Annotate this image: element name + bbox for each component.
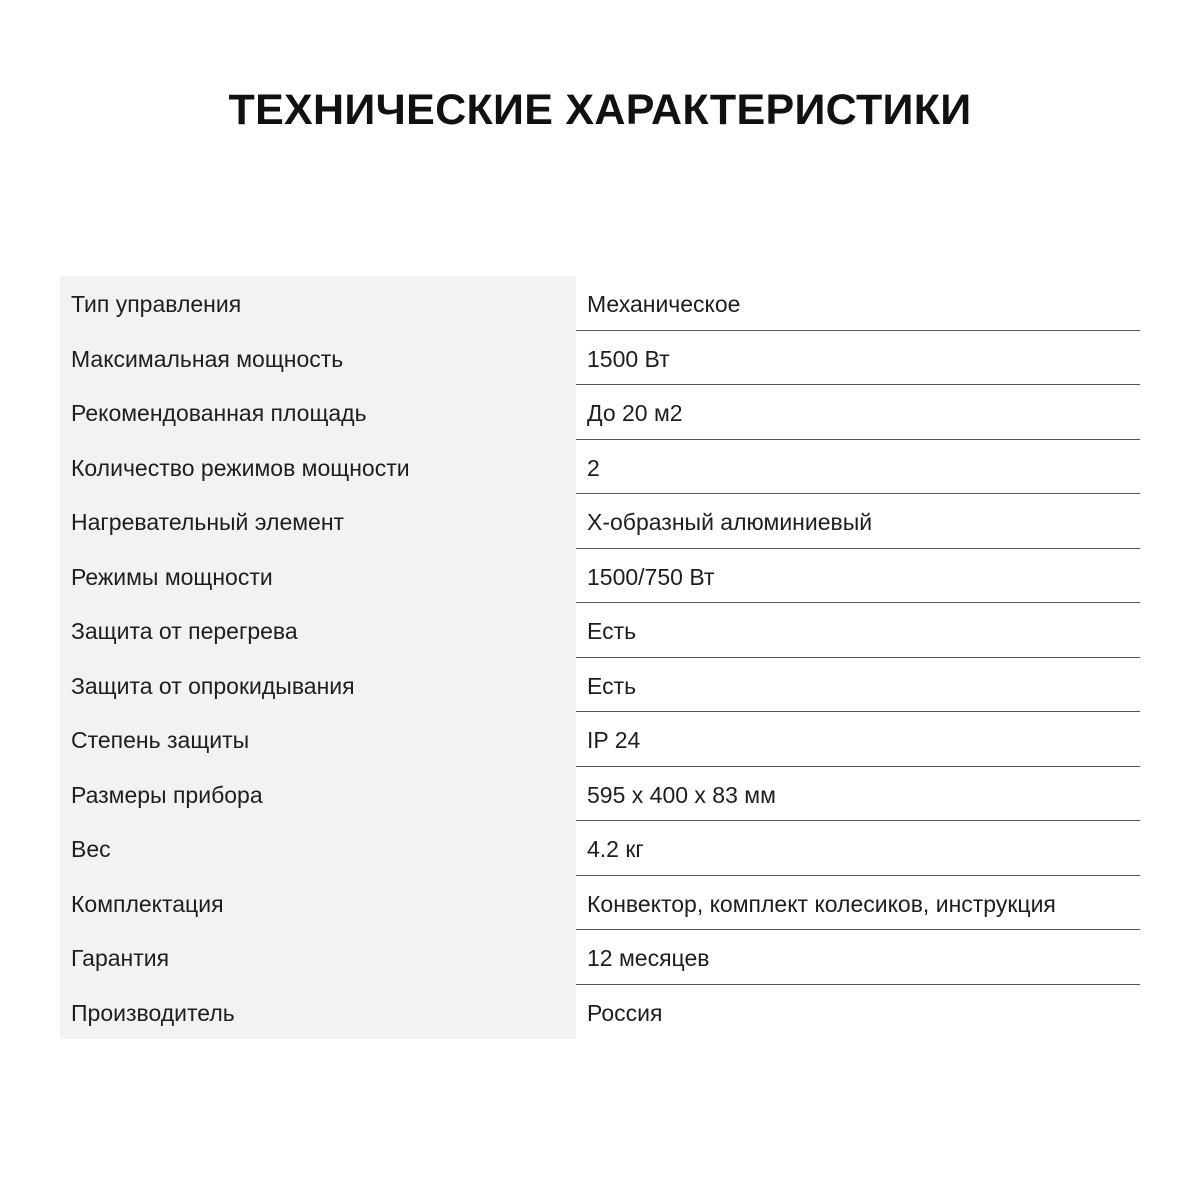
spec-label: Максимальная мощность xyxy=(60,331,576,386)
spec-label: Размеры прибора xyxy=(60,767,576,822)
spec-label: Режимы мощности xyxy=(60,549,576,604)
spec-label: Вес xyxy=(60,821,576,876)
spec-value: 1500 Вт xyxy=(576,331,1140,386)
spec-row-overheat-protection xyxy=(60,603,1140,658)
page-title: ТЕХНИЧЕСКИЕ ХАРАКТЕРИСТИКИ xyxy=(228,86,972,134)
spec-value: IP 24 xyxy=(576,712,1140,767)
spec-label: Степень защиты xyxy=(60,712,576,767)
spec-label: Тип управления xyxy=(60,276,576,331)
spec-value: До 20 м2 xyxy=(576,385,1140,440)
spec-row-warranty xyxy=(60,930,1140,985)
spec-value: Конвектор, комплект колесиков, инструкция xyxy=(576,876,1140,931)
spec-label: Нагревательный элемент xyxy=(60,494,576,549)
spec-value: Х-образный алюминиевый xyxy=(576,494,1140,549)
spec-value: 12 месяцев xyxy=(576,930,1140,985)
spec-row-weight xyxy=(60,821,1140,876)
spec-value: 1500/750 Вт xyxy=(576,549,1140,604)
spec-label: Количество режимов мощности xyxy=(60,440,576,495)
spec-row-package-contents xyxy=(60,876,1140,931)
spec-label: Комплектация xyxy=(60,876,576,931)
spec-row-protection-rating xyxy=(60,712,1140,767)
spec-label: Защита от опрокидывания xyxy=(60,658,576,713)
spec-row-power-modes xyxy=(60,549,1140,604)
spec-value: 4.2 кг xyxy=(576,821,1140,876)
spec-row-heating-element xyxy=(60,494,1140,549)
spec-row-recommended-area xyxy=(60,385,1140,440)
spec-row-control-type xyxy=(60,276,1140,331)
spec-row-manufacturer xyxy=(60,985,1140,1040)
spec-label: Производитель xyxy=(60,985,576,1040)
spec-row-power-modes-count xyxy=(60,440,1140,495)
spec-label: Рекомендованная площадь xyxy=(60,385,576,440)
spec-value: Есть xyxy=(576,603,1140,658)
spec-value: Механическое xyxy=(576,276,1140,331)
spec-row-tip-over-protection xyxy=(60,658,1140,713)
spec-label: Защита от перегрева xyxy=(60,603,576,658)
spec-value: 2 xyxy=(576,440,1140,495)
specs-table xyxy=(60,276,1140,1039)
spec-label: Гарантия xyxy=(60,930,576,985)
spec-value: Россия xyxy=(587,999,663,1026)
spec-row-dimensions xyxy=(60,767,1140,822)
spec-row-max-power xyxy=(60,331,1140,386)
spec-value: Есть xyxy=(576,658,1140,713)
spec-value: 595 х 400 х 83 мм xyxy=(576,767,1140,822)
